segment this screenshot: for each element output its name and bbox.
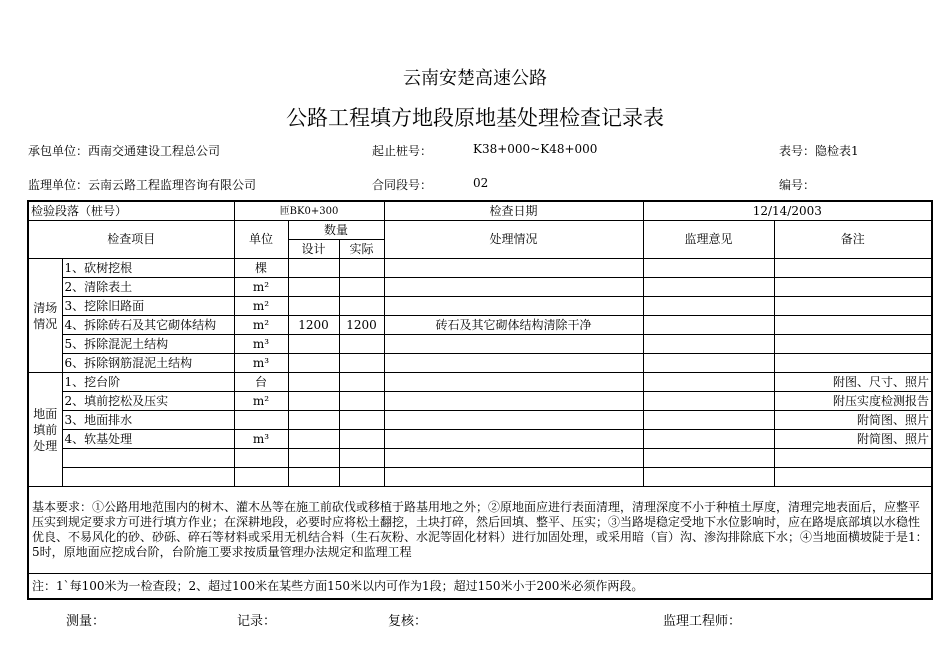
actual-cell <box>339 278 384 297</box>
form-title: 公路工程填方地段原地基处理检查记录表 <box>286 106 664 130</box>
item-cell: 6、拆除钢筋混泥土结构 <box>62 354 234 373</box>
section-row <box>28 201 932 221</box>
opinion-cell <box>643 278 774 297</box>
remark-cell: 附简图、照片 <box>774 430 932 449</box>
table-row <box>28 411 932 430</box>
handling-cell <box>384 411 643 430</box>
actual-cell <box>339 411 384 430</box>
remark-cell <box>774 468 932 487</box>
remark-cell: 附简图、照片 <box>774 411 932 430</box>
table-row <box>28 316 932 335</box>
remark-cell <box>774 278 932 297</box>
record-signature: 记录： <box>237 614 277 629</box>
table-row <box>28 449 932 468</box>
note-text: 注：1`每100米为一检查段；2、超过100米在某些方面150米以内可作为1段；超过150米小于200米必须作两段。 <box>28 574 932 600</box>
handling-cell: 砖石及其它砌体结构清除干净 <box>384 316 643 335</box>
remark-cell: 附压实度检测报告 <box>774 392 932 411</box>
unit-cell: m² <box>234 278 288 297</box>
unit-cell: m³ <box>234 335 288 354</box>
item-cell: 4、拆除砖石及其它砌体结构 <box>62 316 234 335</box>
remark-cell <box>774 316 932 335</box>
handling-cell <box>384 468 643 487</box>
form-number: 表号：隐检表1 <box>779 144 859 158</box>
item-cell: 4、软基处理 <box>62 430 234 449</box>
col-item-header: 检查项目 <box>28 221 234 259</box>
opinion-cell <box>643 354 774 373</box>
remark-cell <box>774 259 932 278</box>
handling-cell <box>384 278 643 297</box>
col-unit-header: 单位 <box>234 221 288 259</box>
remark-cell <box>774 335 932 354</box>
actual-cell <box>339 449 384 468</box>
remark-cell <box>774 354 932 373</box>
inspection-table <box>27 200 933 600</box>
table-row <box>28 259 932 278</box>
section-label: 检验段落（桩号） <box>28 201 234 221</box>
stake-value: K38+000~K48+000 <box>473 142 598 156</box>
table-row <box>28 468 932 487</box>
stake-label: 起止桩号： <box>372 144 433 158</box>
handling-cell <box>384 392 643 411</box>
date-label: 检查日期 <box>384 201 643 221</box>
actual-cell <box>339 259 384 278</box>
unit-cell: 棵 <box>234 259 288 278</box>
unit-cell: m³ <box>234 430 288 449</box>
unit-cell <box>234 468 288 487</box>
col-opinion-header: 监理意见 <box>643 221 774 259</box>
actual-cell <box>339 335 384 354</box>
section-value: 匝BK0+300 <box>234 201 384 221</box>
handling-cell <box>384 430 643 449</box>
unit-cell <box>234 411 288 430</box>
measure-signature: 测量： <box>66 614 106 629</box>
design-cell <box>288 335 339 354</box>
header-row-1 <box>28 221 932 240</box>
col-actual-header: 实际 <box>339 240 384 259</box>
design-cell: 1200 <box>288 316 339 335</box>
unit-cell: 台 <box>234 373 288 392</box>
design-cell <box>288 278 339 297</box>
actual-cell <box>339 297 384 316</box>
col-handling-header: 处理情况 <box>384 221 643 259</box>
item-cell: 2、填前挖松及压实 <box>62 392 234 411</box>
col-design-header: 设计 <box>288 240 339 259</box>
note-row <box>28 574 932 600</box>
col-remark-header: 备注 <box>774 221 932 259</box>
actual-cell <box>339 354 384 373</box>
handling-cell <box>384 297 643 316</box>
opinion-cell <box>643 411 774 430</box>
remark-cell: 附图、尺寸、照片 <box>774 373 932 392</box>
design-cell <box>288 373 339 392</box>
opinion-cell <box>643 335 774 354</box>
item-cell: 3、挖除旧路面 <box>62 297 234 316</box>
handling-cell <box>384 335 643 354</box>
opinion-cell <box>643 297 774 316</box>
item-cell: 1、挖台阶 <box>62 373 234 392</box>
opinion-cell <box>643 259 774 278</box>
handling-cell <box>384 354 643 373</box>
serial-label: 编号： <box>779 178 816 192</box>
item-cell: 5、拆除混泥土结构 <box>62 335 234 354</box>
project-title: 云南安楚高速公路 <box>403 68 547 89</box>
design-cell <box>288 411 339 430</box>
opinion-cell <box>643 392 774 411</box>
unit-cell <box>234 449 288 468</box>
actual-cell <box>339 430 384 449</box>
remark-cell <box>774 297 932 316</box>
contractor-text: 承包单位：西南交通建设工程总公司 <box>28 144 221 158</box>
design-cell <box>288 430 339 449</box>
actual-cell: 1200 <box>339 316 384 335</box>
unit-cell: m² <box>234 316 288 335</box>
table-row <box>28 373 932 392</box>
design-cell <box>288 449 339 468</box>
table-row <box>28 335 932 354</box>
item-cell: 2、清除表土 <box>62 278 234 297</box>
table-row <box>28 354 932 373</box>
supervisor-text: 监理单位：云南云路工程监理咨询有限公司 <box>28 178 257 192</box>
group-label-ground: 地面填前处理 <box>28 373 62 487</box>
table-row <box>28 278 932 297</box>
unit-cell: m² <box>234 392 288 411</box>
engineer-signature: 监理工程师： <box>663 614 742 629</box>
handling-cell <box>384 373 643 392</box>
remark-cell <box>774 449 932 468</box>
design-cell <box>288 259 339 278</box>
requirements-row <box>28 487 932 574</box>
design-cell <box>288 297 339 316</box>
opinion-cell <box>643 449 774 468</box>
contract-value: 02 <box>473 176 489 190</box>
handling-cell <box>384 259 643 278</box>
opinion-cell <box>643 316 774 335</box>
opinion-cell <box>643 468 774 487</box>
review-signature: 复核： <box>388 614 428 629</box>
item-cell <box>62 468 234 487</box>
table-row <box>28 392 932 411</box>
actual-cell <box>339 373 384 392</box>
table-row <box>28 430 932 449</box>
group-label-clearing: 清场情况 <box>28 259 62 373</box>
table-row <box>28 297 932 316</box>
item-cell: 1、砍树挖根 <box>62 259 234 278</box>
actual-cell <box>339 392 384 411</box>
design-cell <box>288 354 339 373</box>
design-cell <box>288 392 339 411</box>
opinion-cell <box>643 430 774 449</box>
contract-label: 合同段号： <box>372 178 433 192</box>
requirements-text: 基本要求：①公路用地范围内的树木、灌木丛等在施工前砍伐或移植于路基用地之外；②原地面应进行表面清理，清理深度不小于种植土厚度，清理完地表面后，应整平压实到规定要求方可进行填方作业；在深耕地段，必要时应将松土翻挖，土块打碎，然后回填、整平、压实；③当路堤稳定受地下水位影响时，应在路堤底部填以水稳性优良、不易风化的砂、砂砾、碎石等材料或采用无机结合料（生石灰粉、水泥等固化材料）进行加固处理，或采用暗（盲）沟、渗沟排除底下水；④当地面横坡陡于是1：5时，原地面应挖成台阶，台阶施工要求按质量管理办法规定和监理工程 <box>28 487 932 574</box>
design-cell <box>288 468 339 487</box>
date-value: 12/14/2003 <box>643 201 932 221</box>
actual-cell <box>339 468 384 487</box>
item-cell <box>62 449 234 468</box>
unit-cell: m² <box>234 297 288 316</box>
item-cell: 3、地面排水 <box>62 411 234 430</box>
handling-cell <box>384 449 643 468</box>
opinion-cell <box>643 373 774 392</box>
unit-cell: m³ <box>234 354 288 373</box>
col-qty-header: 数量 <box>288 221 384 240</box>
